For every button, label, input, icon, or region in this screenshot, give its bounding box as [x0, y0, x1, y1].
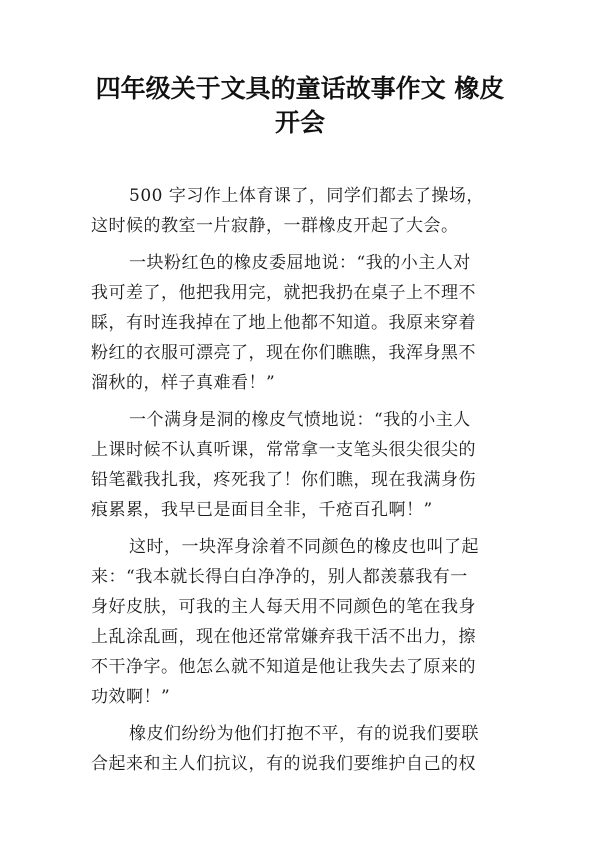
text-line: 身好皮肤，可我的主人每天用不同颜色的笔在我身: [91, 597, 476, 617]
text-line: 这时候的教室一片寂静，一群橡皮开起了大会。: [91, 216, 459, 236]
title-line: 四年级关于文具的童话故事作文 橡皮: [95, 74, 505, 103]
text-line: 不干净字。他怎么就不知道是他让我失去了原来的: [91, 657, 476, 677]
document-title: [60, 72, 540, 140]
paragraph: [91, 719, 509, 779]
text-line: 来：“我本就长得白白净净的，别人都羡慕我有一: [91, 567, 468, 587]
text-line: 溜秋的，样子真难看！”: [91, 373, 276, 393]
text-line: 上课时候不认真听课，常常拿一支笔头很尖很尖的: [91, 440, 476, 460]
text-line: 铅笔戳我扎我，疼死我了！你们瞧，现在我满身伤: [91, 470, 476, 490]
paragraph: [91, 532, 509, 712]
paragraph: [91, 181, 509, 241]
text-line: 我可差了，他把我用完，就把我扔在桌子上不理不: [91, 283, 476, 303]
document-body: [91, 181, 509, 779]
paragraph: [91, 405, 509, 525]
text-line: 睬，有时连我掉在了地上他都不知道。我原来穿着: [91, 313, 476, 333]
paragraph: [91, 248, 509, 398]
text-line: 这时，一块浑身涂着不同颜色的橡皮也叫了起: [129, 537, 479, 557]
title-line: 开会: [274, 108, 325, 137]
text-line: 功效啊！”: [91, 687, 171, 707]
text-line: 一个满身是洞的橡皮气愤地说：“我的小主人: [129, 410, 471, 430]
text-line: 痕累累，我早已是面目全非，千疮百孔啊！”: [91, 500, 433, 520]
text-line: 橡皮们纷纷为他们打抱不平，有的说我们要联: [129, 724, 479, 744]
text-line: 上乱涂乱画，现在他还常常嫌弃我干活不出力，擦: [91, 627, 476, 647]
text-line: 一块粉红色的橡皮委屈地说：“我的小主人对: [129, 253, 471, 273]
text-line: 粉红的衣服可漂亮了，现在你们瞧瞧，我浑身黑不: [91, 343, 476, 363]
text-line: 500 字习作上体育课了，同学们都去了操场，: [129, 186, 484, 206]
text-line: 合起来和主人们抗议，有的说我们要维护自己的权: [91, 754, 476, 774]
